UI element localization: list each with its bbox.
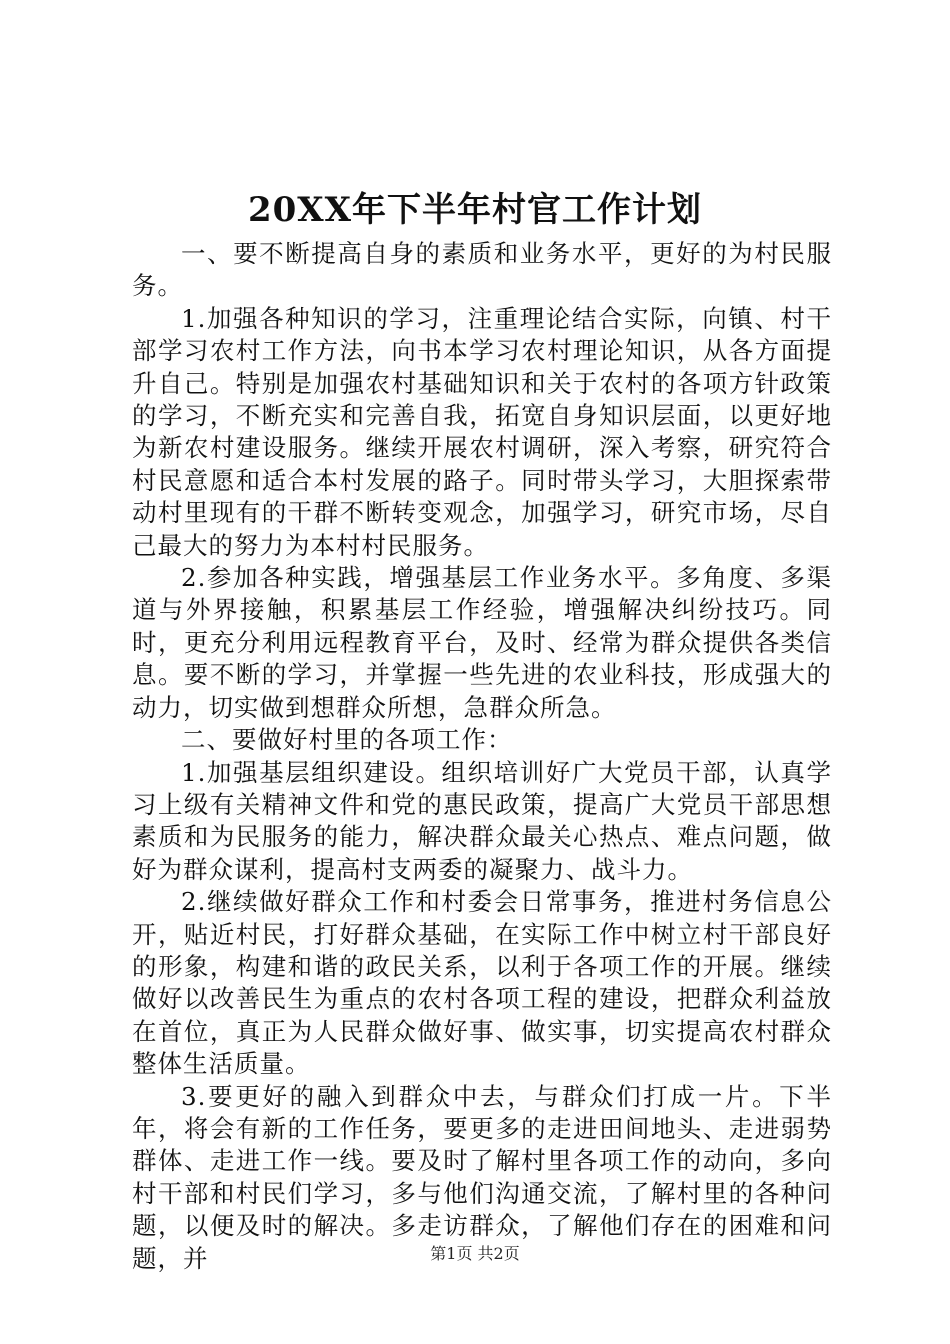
document-body	[132, 238, 832, 1275]
page-number-footer: 第1页 共2页	[430, 1244, 520, 1263]
paragraph-section-two-heading: 二、要做好村里的各项工作：	[181, 725, 513, 755]
paragraph-item: 1.加强各种知识的学习，注重理论结合实际，向镇、村干部学习农村工作方法，向书本学习农村理论知识，从各方面提升自己。特别是加强农村基础知识和关于农村的各项方针政策的学习，不断充实和完善自我，拓宽自身知识层面，以更好地为新农村建设服务。继续开展农村调研，深入考察，研究符合村民意愿和适合本村发展的路子。同时带头学习，大胆探索带动村里现有的干群不断转变观念，加强学习，研究市场，尽自己最大的努力为本村村民服务。	[132, 303, 832, 560]
paragraph-item: 2.参加各种实践，增强基层工作业务水平。多角度、多渠道与外界接触，积累基层工作经验，增强解决纠纷技巧。同时，更充分利用远程教育平台，及时、经常为群众提供各类信息。要不断的学习，并掌握一些先进的农业科技，形成强大的动力，切实做到想群众所想，急群众所急。	[132, 563, 832, 722]
paragraph-item: 1.加强基层组织建设。组织培训好广大党员干部，认真学习上级有关精神文件和党的惠民政策，提高广大党员干部思想素质和为民服务的能力，解决群众最关心热点、难点问题，做好为群众谋利，提高村支两委的凝聚力、战斗力。	[132, 757, 832, 884]
paragraph-item: 2.继续做好群众工作和村委会日常事务，推进村务信息公开，贴近村民，打好群众基础，在实际工作中树立村干部良好的形象，构建和谐的政民关系，以利于各项工作的开展。继续做好以改善民生为重点的农村各项工程的建设，把群众利益放在首位，真正为人民群众做好事、做实事，切实提高农村群众整体生活质量。	[132, 887, 832, 1079]
paragraph-section-one-heading: 一、要不断提高自身的素质和业务水平，更好的为村民服务。	[132, 239, 832, 301]
document-title: 20XX年下半年村官工作计划	[247, 190, 703, 230]
paragraph-item: 3.要更好的融入到群众中去，与群众们打成一片。下半年，将会有新的工作任务，要更多的走进田间地头、走进弱势群体、走进工作一线。要及时了解村里各项工作的动向，多向村干部和村民们学习，多与他们沟通交流，了解村里的各种问题，以便及时的解决。多走访群众，了解他们存在的困难和问题，并	[132, 1081, 832, 1273]
